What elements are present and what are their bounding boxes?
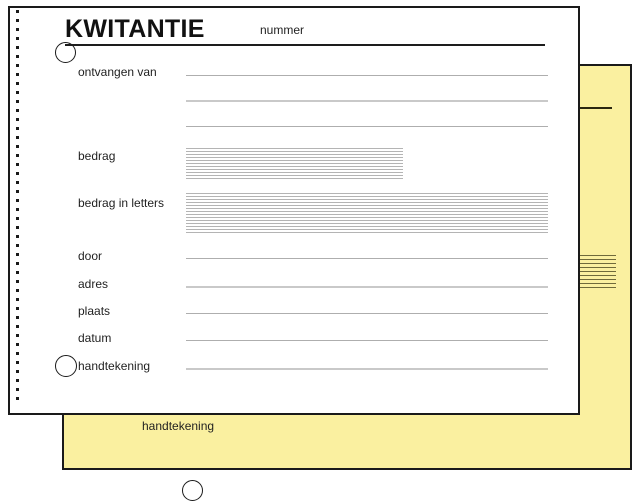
carbon-signature-label: handtekening (142, 419, 215, 433)
perforation-dot (16, 271, 19, 274)
perforation-strip-white (16, 10, 19, 404)
perforation-dot (16, 334, 19, 337)
perforation-dot (16, 316, 19, 319)
perforation-dot (16, 64, 19, 67)
perforation-dot (16, 154, 19, 157)
label-handtekening: handtekening (78, 359, 151, 373)
rule-datum (186, 340, 548, 341)
label-adres: adres (78, 277, 109, 291)
perforation-dot (16, 352, 19, 355)
perforation-dot (16, 262, 19, 265)
perforation-dot (16, 136, 19, 139)
perforation-dot (16, 298, 19, 301)
label-door: door (78, 249, 103, 263)
perforation-dot (16, 199, 19, 202)
title-underline-rule (65, 44, 545, 46)
rule-ontvangen-van-1 (186, 75, 548, 76)
perforation-dot (16, 244, 19, 247)
perforation-dot (16, 379, 19, 382)
perforation-dot (16, 46, 19, 49)
perforation-dot (16, 181, 19, 184)
perforation-dot (16, 325, 19, 328)
perforation-dot (16, 370, 19, 373)
perforation-dot (16, 118, 19, 121)
perforation-dot (16, 163, 19, 166)
perforation-dot (16, 55, 19, 58)
label-datum: datum (78, 331, 112, 345)
label-ontvangen-van: ontvangen van (78, 65, 157, 79)
perforation-dot (16, 253, 19, 256)
rule-door (186, 258, 548, 259)
label-bedrag-in-letters: bedrag in letters (78, 196, 165, 210)
perforation-dot (16, 307, 19, 310)
amount-in-words-hatch-block (186, 193, 548, 233)
perforation-dot (16, 100, 19, 103)
rule-adres (186, 286, 548, 288)
rule-ontvangen-van-3 (186, 126, 548, 127)
label-plaats: plaats (78, 304, 111, 318)
perforation-dot (16, 397, 19, 400)
perforation-dot (16, 208, 19, 211)
perforation-dot (16, 172, 19, 175)
perforation-dot (16, 73, 19, 76)
perforation-dot (16, 91, 19, 94)
label-bedrag: bedrag (78, 149, 116, 163)
perforation-dot (16, 280, 19, 283)
page-title: KWITANTIE (65, 15, 205, 43)
signature-circle (55, 355, 77, 377)
number-field-label: nummer (260, 23, 305, 37)
perforation-dot (16, 109, 19, 112)
stamp-circle (55, 42, 76, 63)
perforation-dot (16, 361, 19, 364)
amount-hatch-block (186, 148, 403, 181)
title-row (65, 15, 545, 45)
rule-handtekening (186, 368, 548, 370)
perforation-dot (16, 217, 19, 220)
perforation-dot (16, 190, 19, 193)
perforation-dot (16, 127, 19, 130)
perforation-dot (16, 82, 19, 85)
perforation-dot (16, 28, 19, 31)
perforation-dot (16, 19, 19, 22)
perforation-dot (16, 37, 19, 40)
rule-plaats (186, 313, 548, 314)
perforation-dot (16, 235, 19, 238)
carbon-signature-circle (182, 480, 203, 501)
perforation-dot (16, 388, 19, 391)
perforation-dot (16, 10, 19, 13)
perforation-dot (16, 343, 19, 346)
rule-ontvangen-van-2 (186, 100, 548, 102)
perforation-dot (16, 226, 19, 229)
perforation-dot (16, 289, 19, 292)
perforation-dot (16, 145, 19, 148)
